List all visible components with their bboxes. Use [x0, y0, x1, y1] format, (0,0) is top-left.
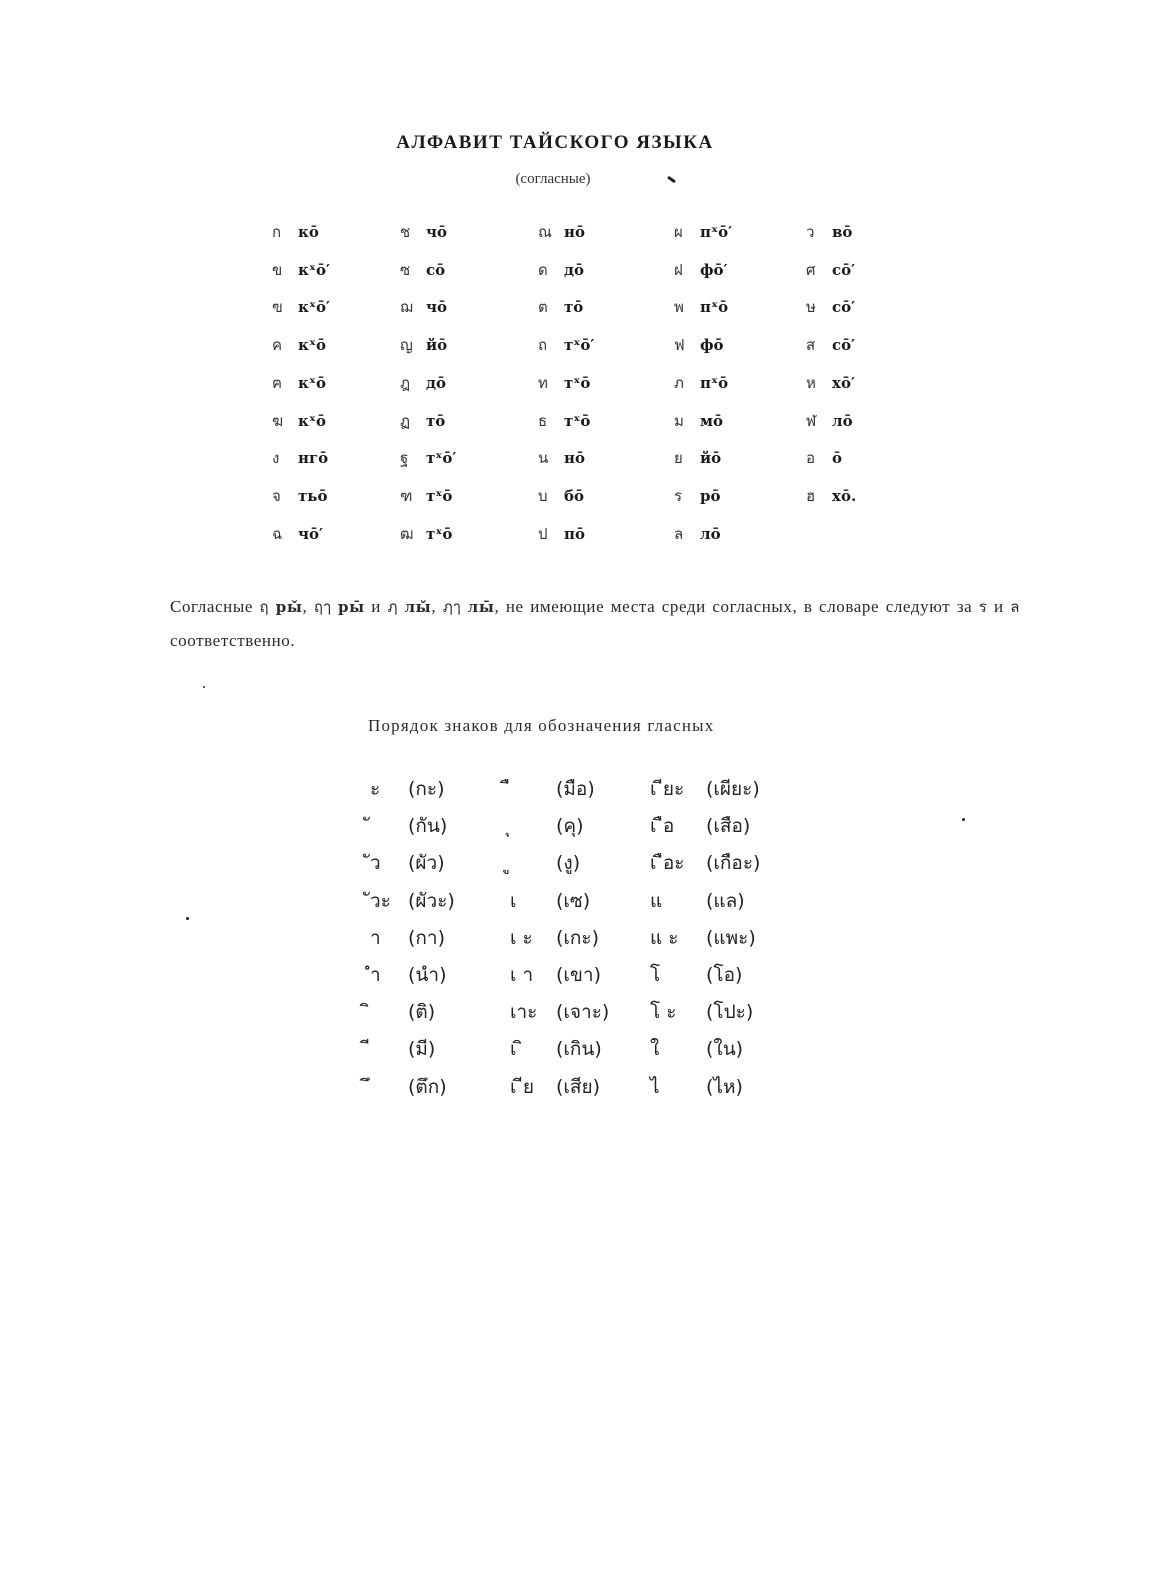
vowel-example: (เสือ)	[706, 815, 751, 837]
vowel-entry	[650, 848, 760, 878]
consonant-entry	[272, 220, 319, 244]
vowel-entry	[510, 848, 580, 878]
vowel-entry	[510, 886, 590, 916]
consonant-letter: ม	[674, 412, 684, 430]
consonant-letter: ส	[806, 336, 816, 354]
vowel-example: (แพะ)	[706, 927, 756, 949]
vowel-entry	[510, 960, 601, 990]
consonant-transliteration: фō	[700, 336, 724, 354]
consonant-transliteration: кˣō′	[298, 298, 330, 316]
consonant-letter: ฏ	[400, 412, 411, 430]
consonant-letter: ษ	[806, 298, 816, 316]
consonant-transliteration: нō	[564, 449, 585, 467]
vowel-example: (ตึก)	[408, 1076, 447, 1098]
vowel-example: (คุ)	[556, 815, 584, 837]
consonant-entry	[272, 295, 330, 319]
vowel-sign: เ ือ	[650, 815, 675, 837]
consonant-entry	[674, 333, 724, 357]
consonant-transliteration: тˣō	[426, 487, 453, 505]
consonant-entry	[806, 295, 855, 319]
vowel-entry	[650, 960, 742, 990]
vowel-example: (ใน)	[706, 1038, 744, 1060]
consonant-transliteration: фō′	[700, 261, 728, 279]
consonant-letter: ซ	[400, 261, 411, 279]
consonant-letter: ฎ	[400, 374, 411, 392]
consonant-transliteration: cō′	[832, 336, 856, 354]
note-translit-3: лы̌	[404, 598, 432, 616]
consonant-transliteration: тˣō′	[564, 336, 595, 354]
consonant-letter: ฝ	[674, 261, 683, 279]
consonant-transliteration: пˣō′	[700, 223, 733, 241]
consonant-entry	[674, 220, 732, 244]
consonant-entry	[674, 446, 721, 470]
vowel-sign: เ ีย	[510, 1076, 535, 1098]
consonant-entry	[538, 484, 584, 508]
consonant-letter: ฟ	[674, 336, 685, 354]
consonant-entry	[272, 371, 326, 395]
consonant-letter: ฑ	[400, 487, 413, 505]
vowel-example: (เขา)	[556, 964, 601, 986]
vowel-entry	[510, 1072, 600, 1102]
consonant-transliteration: дō	[426, 374, 447, 392]
vowel-sign	[370, 811, 408, 841]
consonant-letter: ห	[806, 374, 816, 392]
vowel-sign: ะ	[370, 778, 381, 800]
vowel-sign: แ ะ	[650, 927, 679, 949]
vowel-sign: ัว	[370, 852, 381, 874]
note-thai-3: ฦ	[387, 598, 398, 616]
consonant-letter: ฮ	[806, 487, 816, 505]
consonant-transliteration: тˣō′	[426, 449, 457, 467]
consonant-letter: ร	[674, 487, 683, 505]
vowel-example: (เกะ)	[556, 927, 600, 949]
consonant-entry	[674, 371, 728, 395]
vowel-sign: โ ะ	[650, 1001, 677, 1023]
consonant-entry	[538, 295, 583, 319]
consonant-entry	[400, 333, 447, 357]
consonant-entry	[806, 333, 855, 357]
consonant-transliteration: чō′	[298, 525, 323, 543]
vowel-entry	[510, 923, 599, 953]
consonant-transliteration: нō	[564, 223, 585, 241]
consonant-transliteration: тьō	[298, 487, 328, 505]
note-text-6: и	[987, 597, 1011, 616]
note-thai-1: ฤ	[259, 598, 270, 616]
consonant-transliteration: кˣō′	[298, 261, 330, 279]
consonant-entry	[272, 446, 328, 470]
consonant-letter: ฬ	[806, 412, 817, 430]
consonant-entry	[538, 522, 585, 546]
consonant-letter: ด	[538, 261, 548, 279]
consonant-entry	[538, 371, 590, 395]
vowel-entry	[370, 811, 447, 841]
consonant-letter: ฒ	[400, 525, 414, 543]
vowel-entry	[370, 923, 445, 953]
vowel-example: (มี)	[408, 1038, 436, 1060]
consonant-entry	[806, 258, 855, 282]
vowel-entry	[370, 774, 445, 804]
consonant-letter: ณ	[538, 223, 552, 241]
vowel-sign	[510, 811, 556, 841]
vowel-table	[370, 774, 800, 1114]
vowel-entry	[370, 1072, 447, 1102]
scan-speck	[203, 686, 205, 688]
vowel-example: (เกิน)	[556, 1038, 602, 1060]
consonant-transliteration: кˣō	[298, 374, 326, 392]
vowel-example: (ผัวะ)	[408, 890, 455, 912]
consonant-transliteration: чō	[426, 298, 447, 316]
consonant-letter: ว	[806, 223, 815, 241]
consonant-entry	[400, 295, 447, 319]
consonant-entry	[400, 258, 445, 282]
vowel-entry	[510, 1034, 602, 1064]
vowel-sign	[370, 1072, 408, 1102]
consonant-note	[170, 590, 1020, 658]
consonant-transliteration: тō	[426, 412, 446, 430]
consonant-transliteration: йō	[426, 336, 448, 354]
consonant-transliteration: ō	[832, 449, 843, 467]
consonant-letter: ศ	[806, 261, 816, 279]
vowel-entry	[650, 997, 753, 1027]
consonant-transliteration: кˣō	[298, 336, 326, 354]
consonant-letter: ข	[272, 261, 283, 279]
vowel-entry	[510, 811, 584, 841]
vowel-example: (กัน)	[408, 815, 448, 837]
note-text-4: ,	[431, 597, 443, 616]
consonant-transliteration: тˣō	[564, 412, 591, 430]
consonant-entry	[806, 446, 842, 470]
consonant-entry	[538, 446, 585, 470]
consonant-entry	[400, 371, 446, 395]
consonant-letter: ผ	[674, 223, 683, 241]
vowel-example: (แล)	[706, 890, 745, 912]
consonant-letter: บ	[538, 487, 548, 505]
page-subtitle: (согласные)	[515, 171, 591, 187]
note-text-1: Согласные	[170, 597, 260, 616]
note-translit-4: лы̄	[467, 598, 495, 616]
consonant-entry	[272, 522, 323, 546]
consonant-entry	[400, 484, 452, 508]
consonant-transliteration: лō	[832, 412, 853, 430]
vowel-entry	[650, 1072, 743, 1102]
consonant-entry	[272, 258, 330, 282]
consonant-letter: ธ	[538, 412, 548, 430]
consonant-transliteration: бō	[564, 487, 585, 505]
consonant-entry	[806, 409, 853, 433]
consonant-transliteration: мō	[700, 412, 724, 430]
consonant-letter: ญ	[400, 336, 413, 354]
consonant-transliteration: пō	[564, 525, 585, 543]
vowel-sign: โ	[650, 964, 661, 986]
vowel-sign: เ า	[510, 964, 534, 986]
scan-speck	[962, 818, 965, 821]
note-text-7: соответственно.	[170, 631, 296, 650]
consonant-transliteration: тō	[564, 298, 584, 316]
vowel-example: (เสีย)	[556, 1076, 601, 1098]
vowel-entry	[650, 886, 745, 916]
consonant-transliteration: cō	[426, 261, 446, 279]
consonant-letter: ฌ	[400, 298, 413, 316]
vowel-sign	[510, 774, 556, 804]
consonant-transliteration: дō	[564, 261, 585, 279]
vowel-sign: เาะ	[510, 1001, 538, 1023]
consonant-letter: พ	[674, 298, 684, 316]
consonant-transliteration: пˣō	[700, 298, 729, 316]
consonant-transliteration: вō	[832, 223, 853, 241]
note-thai-6: ล	[1010, 598, 1021, 616]
note-thai-4: ฦๅ	[442, 598, 462, 616]
vowel-sign: ัวะ	[370, 890, 391, 912]
consonant-entry	[674, 295, 728, 319]
vowel-sign: แ	[650, 890, 663, 912]
consonant-transliteration: тˣō	[564, 374, 591, 392]
vowel-entry	[370, 1034, 435, 1064]
vowel-entry	[510, 997, 609, 1027]
consonant-letter: ถ	[538, 336, 548, 354]
note-translit-1: ры̌	[275, 598, 303, 616]
consonant-letter: ก	[272, 223, 282, 241]
consonant-letter: ฐ	[400, 449, 409, 467]
vowel-example: (เกือะ)	[706, 852, 761, 874]
consonant-entry	[674, 409, 723, 433]
note-translit-2: ры̄	[337, 598, 365, 616]
page-title: АЛФАВИТ ТАЙСКОГО ЯЗЫКА	[396, 132, 714, 153]
consonant-letter: ฅ	[272, 374, 283, 392]
note-thai-5: ร	[978, 598, 988, 616]
vowel-example: (เจาะ)	[556, 1001, 610, 1023]
vowel-entry	[370, 886, 455, 916]
vowel-example: (กะ)	[408, 778, 445, 800]
consonant-transliteration: лō	[700, 525, 721, 543]
consonant-transliteration: рō	[700, 487, 721, 505]
vowel-example: (เซ)	[556, 890, 591, 912]
consonant-transliteration: xō′	[832, 374, 855, 392]
consonant-table	[272, 220, 892, 560]
note-text-5: , не имеющие места среди согласных, в словаре следуют за	[494, 597, 979, 616]
consonant-transliteration: кō	[298, 223, 319, 241]
vowel-sign: เ ิ	[510, 1038, 523, 1060]
consonant-letter: ฃ	[272, 298, 283, 316]
vowel-example: (งู)	[556, 852, 581, 874]
vowel-sign: เ ือะ	[650, 852, 685, 874]
consonant-entry	[806, 484, 856, 508]
consonant-letter: ช	[400, 223, 411, 241]
consonant-entry	[400, 220, 447, 244]
consonant-letter: ย	[674, 449, 683, 467]
vowel-sign: ำ	[370, 964, 381, 986]
consonant-letter: ท	[538, 374, 548, 392]
consonant-transliteration: йō	[700, 449, 722, 467]
vowel-sign	[370, 997, 408, 1027]
vowel-sign: า	[370, 927, 381, 949]
consonant-letter: ง	[272, 449, 280, 467]
consonant-transliteration: кˣō	[298, 412, 326, 430]
consonant-transliteration: нгō	[298, 449, 329, 467]
consonant-transliteration: чō	[426, 223, 447, 241]
consonant-letter: ค	[272, 336, 283, 354]
vowel-example: (ผัว)	[408, 852, 445, 874]
consonant-letter: ภ	[674, 374, 684, 392]
vowel-example: (กา)	[408, 927, 445, 949]
consonant-entry	[400, 522, 452, 546]
consonant-letter: ต	[538, 298, 548, 316]
vowel-example: (โปะ)	[706, 1001, 754, 1023]
vowel-sign: ไ	[650, 1076, 660, 1098]
vowel-example: (เผียะ)	[706, 778, 760, 800]
vowel-entry	[650, 774, 760, 804]
consonant-entry	[400, 446, 456, 470]
note-thai-2: ฤๅ	[313, 598, 332, 616]
consonant-letter: ป	[538, 525, 548, 543]
consonant-entry	[674, 522, 721, 546]
consonant-transliteration: тˣō	[426, 525, 453, 543]
vowel-entry	[650, 811, 750, 841]
vowel-sign: ใ	[650, 1038, 660, 1060]
consonant-entry	[538, 258, 584, 282]
consonant-transliteration: cō′	[832, 261, 856, 279]
vowel-entry	[370, 997, 435, 1027]
vowel-entry	[650, 923, 756, 953]
consonant-entry	[272, 333, 326, 357]
consonant-letter: อ	[806, 449, 816, 467]
consonant-entry	[538, 409, 590, 433]
consonant-entry	[806, 371, 855, 395]
consonant-entry	[674, 484, 721, 508]
consonant-letter: จ	[272, 487, 281, 505]
vowel-example: (ไห)	[706, 1076, 743, 1098]
consonant-transliteration: пˣō	[700, 374, 729, 392]
consonant-entry	[674, 258, 728, 282]
consonant-transliteration: xō.	[832, 487, 857, 505]
consonant-letter: ฉ	[272, 525, 283, 543]
vowel-sign: เ ียะ	[650, 778, 685, 800]
vowel-sign: เ	[510, 890, 517, 912]
consonant-entry	[806, 220, 852, 244]
vowel-entry	[370, 848, 445, 878]
vowel-example: (โอ)	[706, 964, 743, 986]
vowel-entry	[510, 774, 595, 804]
vowel-sign	[370, 1034, 408, 1064]
vowel-entry	[370, 960, 446, 990]
vowel-example: (ติ)	[408, 1001, 436, 1023]
vowel-heading: Порядок знаков для обозначения гласных	[368, 716, 715, 735]
consonant-letter: น	[538, 449, 549, 467]
consonant-transliteration: cō′	[832, 298, 856, 316]
vowel-example: (มือ)	[556, 778, 595, 800]
vowel-entry	[650, 1034, 743, 1064]
consonant-entry	[272, 484, 327, 508]
vowel-example: (นำ)	[408, 964, 447, 986]
scan-speck	[186, 917, 189, 920]
consonant-entry	[400, 409, 445, 433]
consonant-entry	[272, 409, 326, 433]
note-text-3: и	[364, 597, 388, 616]
vowel-sign: เ ะ	[510, 927, 533, 949]
note-text-2: ,	[302, 597, 314, 616]
vowel-sign	[510, 848, 556, 878]
consonant-entry	[538, 333, 594, 357]
consonant-letter: ฆ	[272, 412, 284, 430]
consonant-letter: ล	[674, 525, 684, 543]
consonant-entry	[538, 220, 585, 244]
